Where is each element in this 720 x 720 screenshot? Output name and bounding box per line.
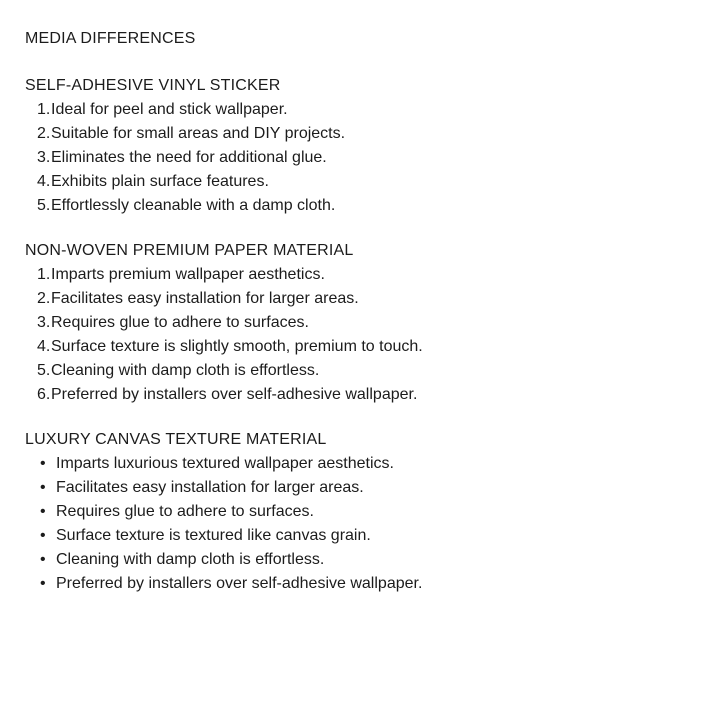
list-item — [25, 500, 700, 524]
list-bullet-marker: • — [40, 503, 46, 520]
list-item-text: Cleaning with damp cloth is effortless. — [56, 551, 325, 568]
list-item-text: Imparts premium wallpaper aesthetics. — [51, 266, 325, 283]
section-heading-luxury-canvas: LUXURY CANVAS TEXTURE MATERIAL — [25, 431, 327, 448]
list-item — [25, 287, 700, 311]
list-item — [25, 311, 700, 335]
list-item-text: Cleaning with damp cloth is effortless. — [51, 362, 320, 379]
list-item — [25, 548, 700, 572]
canvas-feature-list — [25, 452, 700, 596]
list-item-text: Ideal for peel and stick wallpaper. — [51, 101, 288, 118]
list-number-marker: 4. — [37, 173, 51, 190]
list-item — [25, 524, 700, 548]
list-number-marker: 2. — [37, 125, 51, 142]
list-number-marker: 1. — [37, 101, 51, 118]
list-number-marker: 6. — [37, 386, 51, 403]
list-item-text: Imparts luxurious textured wallpaper aesthetics. — [56, 455, 394, 472]
list-bullet-marker: • — [40, 527, 46, 544]
list-item-text: Surface texture is textured like canvas grain. — [56, 527, 371, 544]
list-item — [25, 572, 700, 596]
section-heading-self-adhesive-vinyl: SELF-ADHESIVE VINYL STICKER — [25, 77, 281, 94]
list-item — [25, 170, 700, 194]
list-bullet-marker: • — [40, 575, 46, 592]
list-item — [25, 476, 700, 500]
list-number-marker: 3. — [37, 149, 51, 166]
list-number-marker: 1. — [37, 266, 51, 283]
list-item — [25, 263, 700, 287]
list-number-marker: 5. — [37, 197, 51, 214]
list-bullet-marker: • — [40, 455, 46, 472]
list-item-text: Facilitates easy installation for larger areas. — [56, 479, 364, 496]
list-number-marker: 5. — [37, 362, 51, 379]
list-item-text: Eliminates the need for additional glue. — [51, 149, 327, 166]
list-item-text: Requires glue to adhere to surfaces. — [51, 314, 309, 331]
list-item — [25, 383, 700, 407]
list-bullet-marker: • — [40, 479, 46, 496]
list-item-text: Suitable for small areas and DIY projects. — [51, 125, 346, 142]
list-item — [25, 452, 700, 476]
list-item-text: Facilitates easy installation for larger areas. — [51, 290, 359, 307]
list-item — [25, 194, 700, 218]
list-item — [25, 335, 700, 359]
list-number-marker: 2. — [37, 290, 51, 307]
page-title: MEDIA DIFFERENCES — [25, 30, 196, 47]
vinyl-sticker-feature-list — [25, 98, 700, 218]
list-item — [25, 359, 700, 383]
list-item — [25, 98, 700, 122]
list-item-text: Preferred by installers over self-adhesive wallpaper. — [56, 575, 423, 592]
list-item — [25, 146, 700, 170]
section-heading-non-woven-paper: NON-WOVEN PREMIUM PAPER MATERIAL — [25, 242, 354, 259]
list-number-marker: 3. — [37, 314, 51, 331]
list-number-marker: 4. — [37, 338, 51, 355]
list-item-text: Requires glue to adhere to surfaces. — [56, 503, 314, 520]
non-woven-feature-list — [25, 263, 700, 407]
list-item — [25, 122, 700, 146]
list-item-text: Surface texture is slightly smooth, premium to touch. — [51, 338, 423, 355]
list-item-text: Effortlessly cleanable with a damp cloth. — [51, 197, 336, 214]
list-item-text: Exhibits plain surface features. — [51, 173, 269, 190]
list-bullet-marker: • — [40, 551, 46, 568]
list-item-text: Preferred by installers over self-adhesive wallpaper. — [51, 386, 418, 403]
